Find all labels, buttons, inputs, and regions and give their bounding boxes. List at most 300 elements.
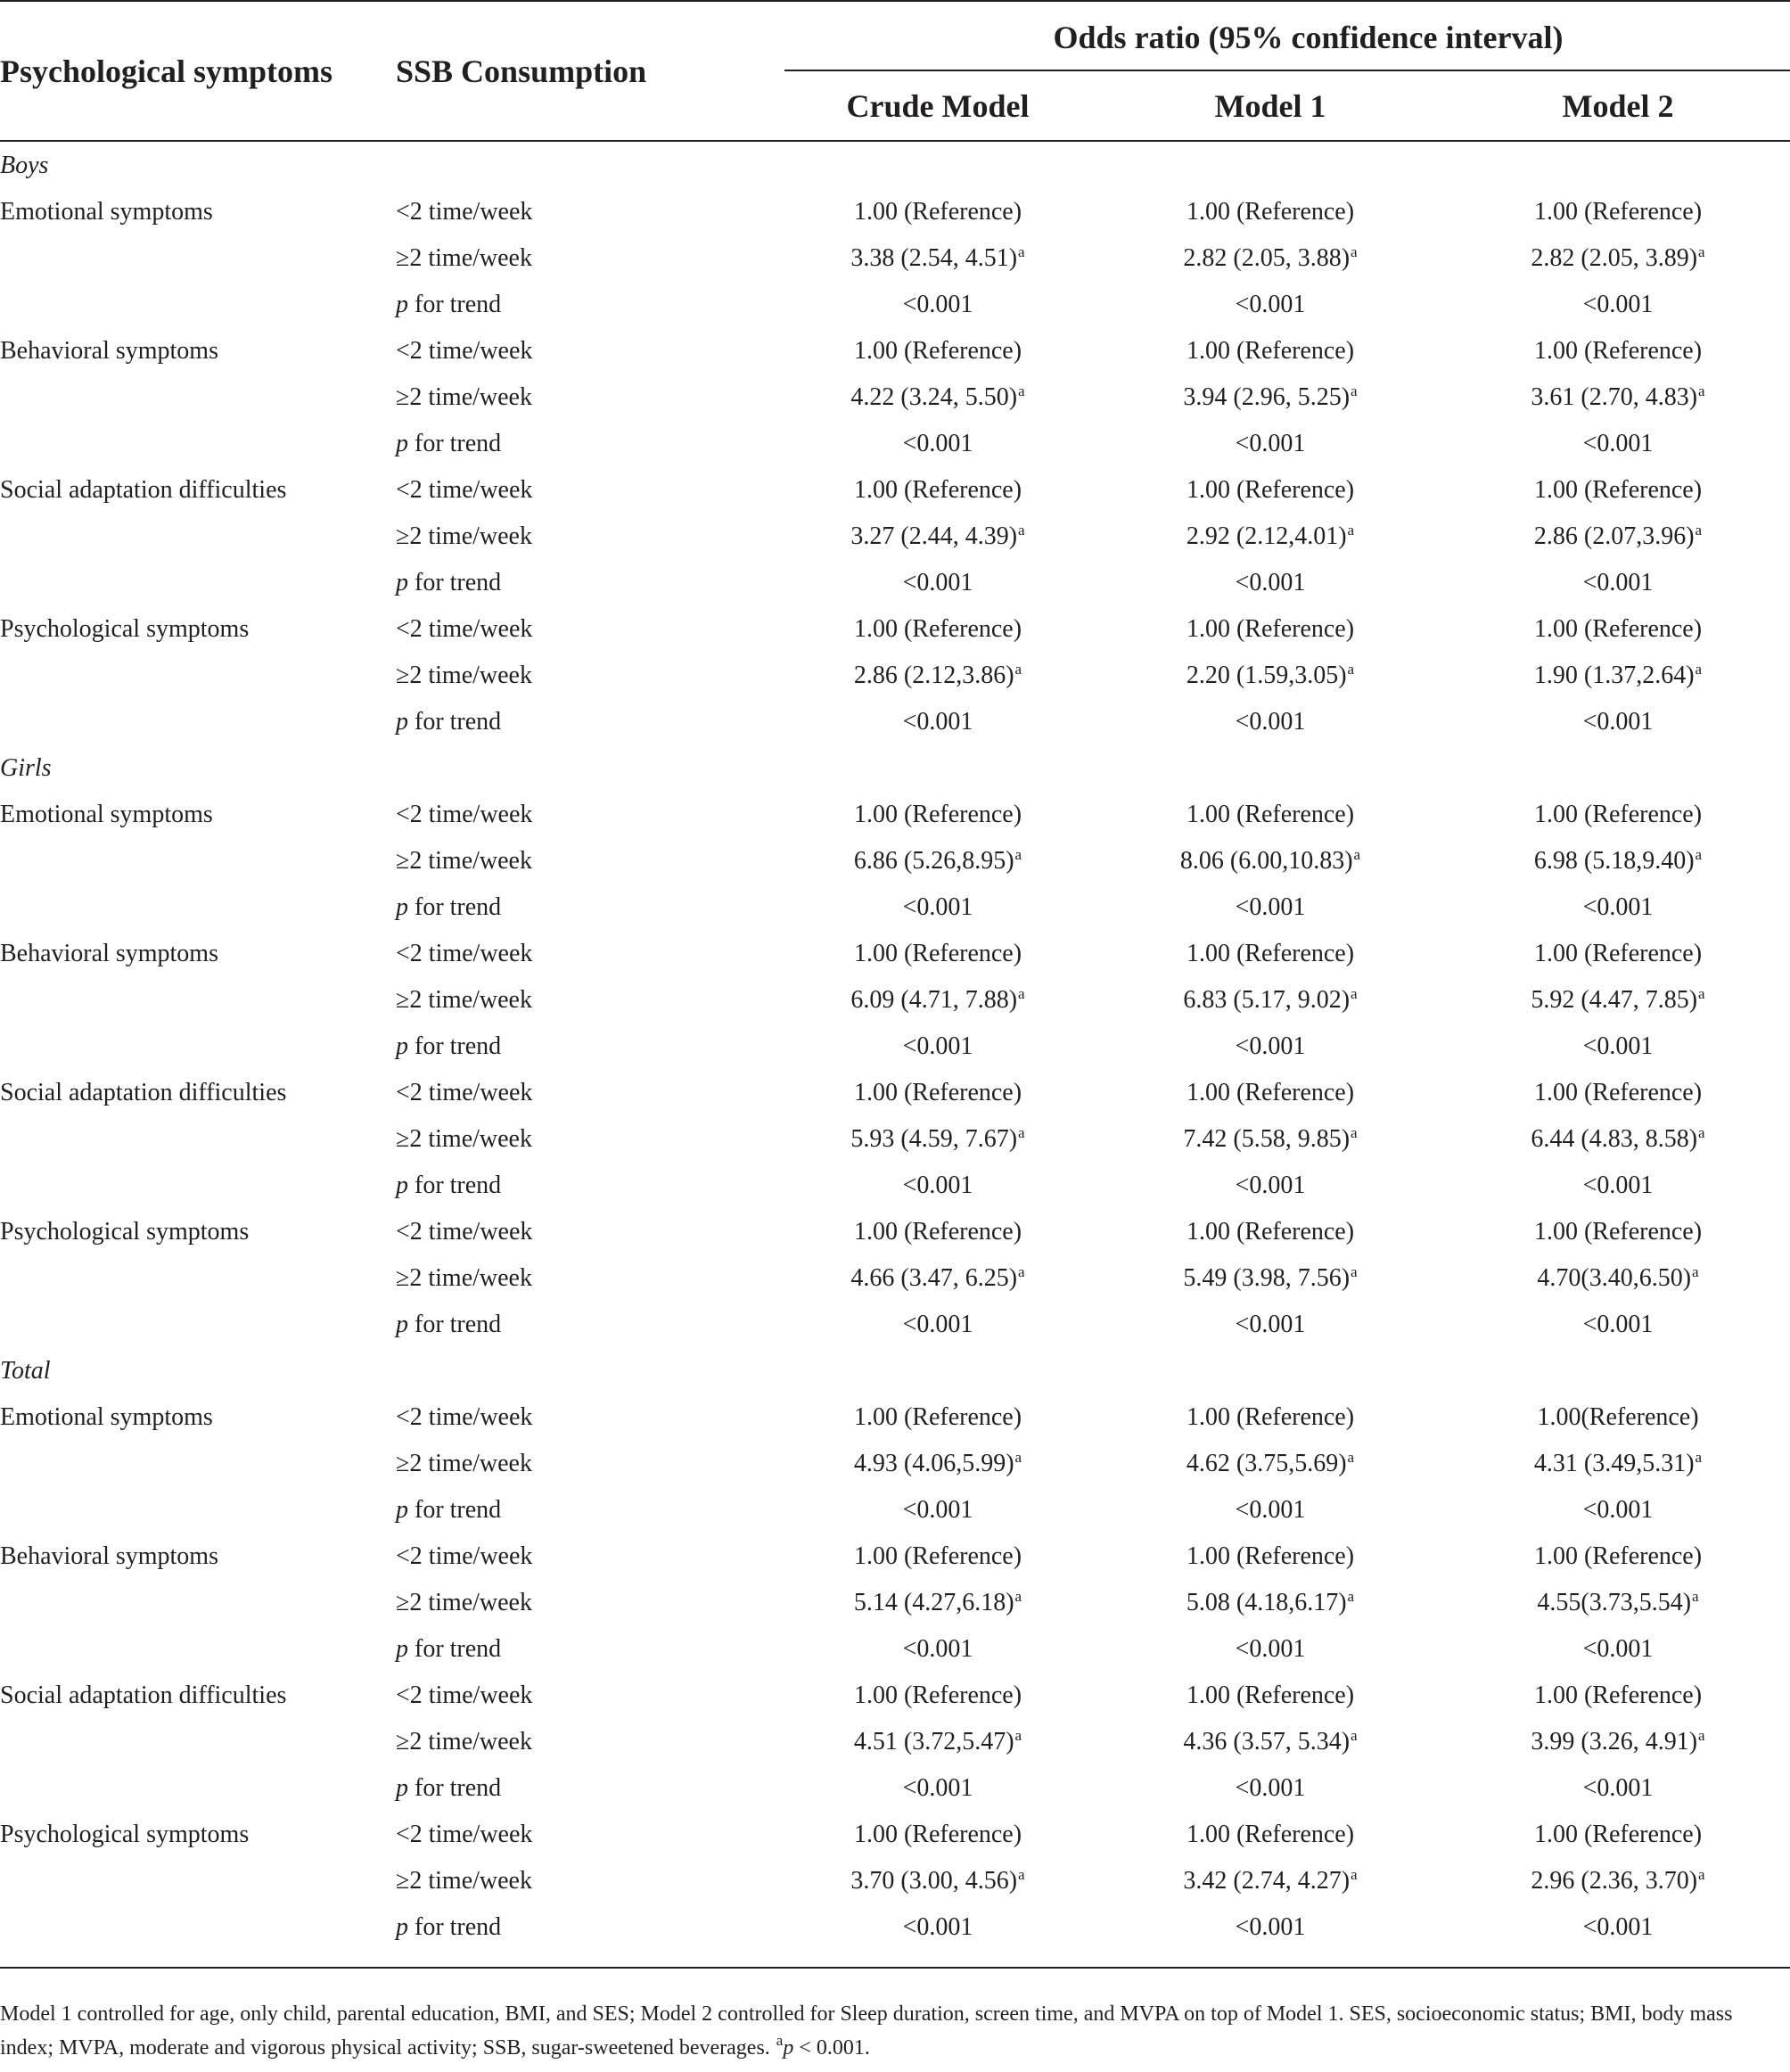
table-row [0,1765,1790,1812]
table-row [0,1024,1790,1070]
p-italic: p [396,708,408,736]
crude-reference-cell: 1.00 (Reference) [853,1681,1022,1709]
significance-superscript: a [1347,661,1355,678]
p-for-trend-label [396,895,501,920]
ssb-level-label: ≥2 time/week [396,1728,532,1755]
symptom-label: Psychological symptoms [0,1821,250,1848]
table-row [0,1812,1790,1858]
header-bottom-rule [0,140,1790,142]
crude-p-value-cell: <0.001 [902,1496,973,1524]
table-row [0,1116,1790,1163]
crude-p-value-cell: <0.001 [902,1172,973,1199]
model-1-odds-ratio-cell [1114,1588,1426,1616]
model-2-reference-cell: 1.00 (Reference) [1533,198,1703,226]
significance-superscript: a [1695,846,1703,863]
model-1-p-value-cell: <0.001 [1235,1913,1306,1941]
odds-ratio-value: 4.55(3.73,5.54) [1537,1589,1692,1616]
crude-p-value-cell: <0.001 [902,708,973,736]
crude-odds-ratio-cell [784,1727,1091,1755]
odds-ratio-value: 5.93 (4.59, 7.67) [850,1125,1018,1153]
crude-p-value-cell: <0.001 [902,430,973,457]
significance-superscript: a [1692,1263,1699,1280]
significance-superscript: a [1698,382,1705,399]
model-2-odds-ratio-cell [1462,524,1774,549]
significance-superscript: a [1353,846,1361,863]
symptom-label: Psychological symptoms [0,615,250,643]
model-1-p-value-cell: <0.001 [1235,430,1306,457]
model-1-odds-ratio-cell [1114,382,1426,411]
p-rest: for trend [408,1635,502,1663]
symptom-label: Social adaptation difficulties [0,1681,287,1709]
table-row [0,1209,1790,1255]
model-2-reference-cell: 1.00 (Reference) [1533,476,1703,504]
table-row [0,1533,1790,1580]
model-1-p-value-cell: <0.001 [1235,1172,1306,1199]
odds-ratio-value: 3.61 (2.70, 4.83) [1531,383,1698,411]
model-1-odds-ratio-cell [1114,985,1426,1014]
p-rest: for trend [408,291,502,318]
model-1-odds-ratio-cell [1114,663,1426,688]
table-row [0,884,1790,931]
header-ssb-consumption: SSB Consumption [396,53,647,89]
table-row [0,282,1790,328]
model-2-reference-cell: 1.00 (Reference) [1533,801,1703,828]
model-1-p-value-cell: <0.001 [1235,1032,1306,1060]
model-2-reference-cell: 1.00 (Reference) [1533,615,1703,643]
table-row [0,792,1790,838]
significance-superscript: a [1018,1124,1025,1141]
symptom-label: Behavioral symptoms [0,337,218,365]
odds-ratio-value: 7.42 (5.58, 9.85) [1183,1125,1351,1153]
odds-ratio-value: 5.92 (4.47, 7.85) [1531,986,1698,1014]
odds-ratio-value: 2.82 (2.05, 3.88) [1183,244,1351,272]
ssb-level-label: ≥2 time/week [396,662,532,689]
table-row [0,1858,1790,1904]
significance-superscript: a [1351,243,1358,260]
odds-ratio-value: 1.90 (1.37,2.64) [1533,662,1695,689]
model-1-odds-ratio-cell [1114,1727,1426,1755]
ssb-level-label: <2 time/week [396,1403,533,1431]
table-row [0,1441,1790,1487]
p-for-trend-label [396,571,501,596]
p-for-trend-label [396,1312,501,1337]
odds-ratio-value: 5.49 (3.98, 7.56) [1183,1264,1351,1292]
model-2-reference-cell: 1.00 (Reference) [1533,940,1703,967]
group-row [0,745,1790,792]
odds-ratio-value: 4.62 (3.75,5.69) [1186,1450,1347,1477]
p-rest: for trend [408,1774,502,1802]
odds-ratio-value: 5.08 (4.18,6.17) [1186,1589,1347,1616]
ssb-level-label: ≥2 time/week [396,1264,532,1292]
model-1-odds-ratio-cell [1114,1866,1426,1895]
table-row [0,1626,1790,1673]
odds-ratio-value: 2.86 (2.07,3.96) [1533,522,1695,550]
p-rest: for trend [408,1172,502,1199]
model-2-p-value-cell: <0.001 [1582,1032,1654,1060]
group-label: Girls [0,754,52,782]
header-model-2: Model 2 [1562,88,1674,124]
odds-ratio-value: 4.31 (3.49,5.31) [1533,1450,1695,1477]
p-rest: for trend [408,1032,502,1060]
p-for-trend-label [396,1915,501,1940]
crude-odds-ratio-cell [784,846,1091,875]
ssb-level-label: <2 time/week [396,476,533,504]
ssb-level-label: ≥2 time/week [396,1589,532,1616]
symptom-label: Emotional symptoms [0,198,213,226]
odds-ratio-value: 4.70(3.40,6.50) [1537,1264,1692,1292]
p-italic: p [396,1172,408,1199]
model-1-p-value-cell: <0.001 [1235,1496,1306,1524]
p-rest: for trend [408,1496,502,1524]
model-2-p-value-cell: <0.001 [1582,1635,1654,1663]
model-2-p-value-cell: <0.001 [1582,1774,1654,1802]
odds-ratio-value: 6.09 (4.71, 7.88) [850,986,1018,1014]
crude-odds-ratio-cell [784,663,1091,688]
table-row [0,931,1790,977]
odds-ratio-value: 3.99 (3.26, 4.91) [1531,1728,1698,1755]
odds-ratio-value: 2.96 (2.36, 3.70) [1531,1867,1698,1895]
significance-superscript: a [1347,522,1355,539]
table-row [0,1487,1790,1533]
crude-p-value-cell: <0.001 [902,1913,973,1941]
significance-superscript: a [1014,846,1022,863]
model-2-reference-cell: 1.00 (Reference) [1533,337,1703,365]
model-2-odds-ratio-cell [1462,985,1774,1014]
ssb-level-label: ≥2 time/week [396,986,532,1014]
header-odds-ratio [0,21,1790,53]
significance-superscript: a [1698,1866,1705,1883]
crude-p-value-cell: <0.001 [902,569,973,596]
p-rest: for trend [408,430,502,457]
odds-ratio-value: 2.92 (2.12,4.01) [1186,522,1347,550]
odds-ratio-value: 3.42 (2.74, 4.27) [1183,1867,1351,1895]
model-2-odds-ratio-cell [1462,1727,1774,1755]
model-1-odds-ratio-cell [1114,243,1426,272]
model-2-odds-ratio-cell [1462,1866,1774,1895]
ssb-level-label: ≥2 time/week [396,522,532,550]
model-1-odds-ratio-cell [1114,1451,1426,1476]
model-1-p-value-cell: <0.001 [1235,569,1306,596]
model-1-p-value-cell: <0.001 [1235,1774,1306,1802]
p-italic: p [396,1913,408,1941]
significance-superscript: a [1351,985,1358,1002]
p-for-trend-label [396,710,501,735]
significance-superscript: a [1695,522,1703,539]
table-row [0,189,1790,235]
ssb-level-label: ≥2 time/week [396,847,532,875]
significance-superscript: a [1014,1449,1022,1466]
ssb-level-label: ≥2 time/week [396,1867,532,1895]
ssb-level-label: <2 time/week [396,1681,533,1709]
odds-ratio-underline [784,70,1790,71]
footnote-p: p [783,2036,794,2060]
table-row [0,977,1790,1024]
model-2-odds-ratio-cell [1462,382,1774,411]
model-1-reference-cell: 1.00 (Reference) [1186,476,1355,504]
model-1-reference-cell: 1.00 (Reference) [1186,1218,1355,1246]
table-row [0,421,1790,467]
model-1-reference-cell: 1.00 (Reference) [1186,940,1355,967]
significance-superscript: a [1014,1588,1022,1605]
symptom-label: Behavioral symptoms [0,1542,218,1570]
significance-superscript: a [1698,243,1705,260]
header-crude-model: Crude Model [846,88,1030,124]
significance-superscript: a [1698,1727,1705,1744]
p-italic: p [396,1032,408,1060]
model-2-p-value-cell: <0.001 [1582,569,1654,596]
crude-p-value-cell: <0.001 [902,291,973,318]
significance-superscript: a [1018,243,1025,260]
table-row [0,328,1790,374]
footnote-superscript: a [776,2032,784,2049]
crude-reference-cell: 1.00 (Reference) [853,1403,1022,1431]
p-rest: for trend [408,569,502,596]
model-2-reference-cell: 1.00 (Reference) [1533,1821,1703,1848]
table-row [0,606,1790,653]
header-psychological-symptoms: Psychological symptoms [0,53,333,89]
symptom-label: Emotional symptoms [0,1403,213,1431]
model-1-p-value-cell: <0.001 [1235,1311,1306,1338]
significance-superscript: a [1347,1588,1355,1605]
odds-ratio-value: 4.66 (3.47, 6.25) [850,1264,1018,1292]
significance-superscript: a [1351,1263,1358,1280]
p-for-trend-label [396,1034,501,1059]
significance-superscript: a [1695,1449,1703,1466]
group-label: Boys [0,152,49,179]
table-row [0,235,1790,282]
crude-odds-ratio-cell [784,1124,1091,1153]
significance-superscript: a [1351,382,1358,399]
table-row [0,1163,1790,1209]
ssb-level-label: ≥2 time/week [396,244,532,272]
crude-reference-cell: 1.00 (Reference) [853,1079,1022,1106]
odds-ratio-value: 6.44 (4.83, 8.58) [1531,1125,1698,1153]
significance-superscript: a [1018,1263,1025,1280]
model-1-odds-ratio-cell [1114,1263,1426,1292]
crude-odds-ratio-cell [784,524,1091,549]
crude-odds-ratio-cell [784,1263,1091,1292]
group-label: Total [0,1357,51,1385]
crude-odds-ratio-cell [784,382,1091,411]
ssb-level-label: <2 time/week [396,940,533,967]
model-2-p-value-cell: <0.001 [1582,708,1654,736]
symptom-label: Behavioral symptoms [0,940,218,967]
odds-ratio-value: 3.94 (2.96, 5.25) [1183,383,1351,411]
significance-superscript: a [1351,1124,1358,1141]
odds-ratio-value: 6.86 (5.26,8.95) [853,847,1014,875]
model-1-reference-cell: 1.00 (Reference) [1186,1821,1355,1848]
group-row [0,143,1790,189]
table-row [0,514,1790,560]
odds-ratio-value: 3.38 (2.54, 4.51) [850,244,1018,272]
odds-ratio-value: 3.70 (3.00, 4.56) [850,1867,1018,1895]
model-1-reference-cell: 1.00 (Reference) [1186,337,1355,365]
crude-reference-cell: 1.00 (Reference) [853,801,1022,828]
model-2-reference-cell: 1.00 (Reference) [1533,1218,1703,1246]
model-2-odds-ratio-cell [1462,1588,1774,1616]
crude-odds-ratio-cell [784,243,1091,272]
p-italic: p [396,1774,408,1802]
model-1-reference-cell: 1.00 (Reference) [1186,1403,1355,1431]
model-2-p-value-cell: <0.001 [1582,430,1654,457]
odds-ratio-value: 4.22 (3.24, 5.50) [850,383,1018,411]
ssb-level-label: <2 time/week [396,615,533,643]
p-italic: p [396,1496,408,1524]
odds-ratio-value: 2.20 (1.59,3.05) [1186,662,1347,689]
model-1-p-value-cell: <0.001 [1235,893,1306,921]
table-top-rule [0,0,1790,2]
model-1-p-value-cell: <0.001 [1235,1635,1306,1663]
model-2-p-value-cell: <0.001 [1582,1496,1654,1524]
significance-superscript: a [1347,1449,1355,1466]
model-1-reference-cell: 1.00 (Reference) [1186,1079,1355,1106]
model-1-reference-cell: 1.00 (Reference) [1186,615,1355,643]
ssb-level-label: ≥2 time/week [396,1450,532,1477]
symptom-label: Psychological symptoms [0,1218,250,1246]
odds-ratio-value: 4.51 (3.72,5.47) [853,1728,1014,1755]
model-2-reference-cell: 1.00 (Reference) [1533,1542,1703,1570]
header-odds-ratio-label: Odds ratio (95% confidence interval) [1053,20,1564,55]
significance-superscript: a [1351,1866,1358,1883]
model-1-reference-cell: 1.00 (Reference) [1186,801,1355,828]
ssb-level-label: ≥2 time/week [396,1125,532,1153]
significance-superscript: a [1018,522,1025,539]
crude-odds-ratio-cell [784,1866,1091,1895]
ssb-level-label: <2 time/week [396,1542,533,1570]
table-bottom-rule [0,1967,1790,1969]
header-model-1: Model 1 [1214,88,1326,124]
model-2-odds-ratio-cell [1462,243,1774,272]
model-2-reference-cell: 1.00 (Reference) [1533,1681,1703,1709]
symptom-label: Emotional symptoms [0,801,213,828]
p-rest: for trend [408,1913,502,1941]
ssb-level-label: <2 time/week [396,1218,533,1246]
model-2-odds-ratio-cell [1462,846,1774,875]
model-2-odds-ratio-cell [1462,663,1774,688]
crude-reference-cell: 1.00 (Reference) [853,615,1022,643]
significance-superscript: a [1018,1866,1025,1883]
crude-reference-cell: 1.00 (Reference) [853,940,1022,967]
p-italic: p [396,1635,408,1663]
significance-superscript: a [1698,1124,1705,1141]
p-rest: for trend [408,708,502,736]
crude-p-value-cell: <0.001 [902,1635,973,1663]
model-1-odds-ratio-cell [1114,524,1426,549]
model-1-odds-ratio-cell [1114,1124,1426,1153]
model-1-p-value-cell: <0.001 [1235,291,1306,318]
table-row [0,1673,1790,1719]
model-2-odds-ratio-cell [1462,1263,1774,1292]
table-row [0,467,1790,514]
model-1-reference-cell: 1.00 (Reference) [1186,198,1355,226]
model-2-reference-cell: 1.00(Reference) [1537,1403,1699,1431]
odds-ratio-value: 3.27 (2.44, 4.39) [850,522,1018,550]
table-row [0,560,1790,606]
crude-odds-ratio-cell [784,1451,1091,1476]
table-row [0,374,1790,421]
model-2-reference-cell: 1.00 (Reference) [1533,1079,1703,1106]
p-italic: p [396,1311,408,1338]
p-for-trend-label [396,1637,501,1662]
model-1-reference-cell: 1.00 (Reference) [1186,1681,1355,1709]
table-row [0,653,1790,699]
table-row [0,1580,1790,1626]
crude-reference-cell: 1.00 (Reference) [853,476,1022,504]
significance-superscript: a [1014,1727,1022,1744]
ssb-level-label: ≥2 time/week [396,383,532,411]
table-row [0,1719,1790,1765]
p-for-trend-label [396,292,501,317]
p-italic: p [396,893,408,921]
p-for-trend-label [396,432,501,456]
p-for-trend-label [396,1776,501,1801]
model-2-p-value-cell: <0.001 [1582,1172,1654,1199]
model-1-p-value-cell: <0.001 [1235,708,1306,736]
crude-p-value-cell: <0.001 [902,1032,973,1060]
model-2-odds-ratio-cell [1462,1451,1774,1476]
model-2-p-value-cell: <0.001 [1582,291,1654,318]
odds-ratio-value: 5.14 (4.27,6.18) [853,1589,1014,1616]
p-for-trend-label [396,1173,501,1198]
significance-superscript: a [1698,985,1705,1002]
ssb-level-label: <2 time/week [396,337,533,365]
footnote-text: Model 1 controlled for age, only child, parental education, BMI, and SES; Model 2 controlled for Sleep duration, screen time, and MVPA on top of Model 1. SES, socioeconomic status; BMI, body mass index; MVPA, moderate and vigorous physical activity; SSB, sugar-sweetened beverages. [0,2002,1733,2060]
footnote-tail: < 0.001. [793,2036,870,2060]
crude-reference-cell: 1.00 (Reference) [853,1542,1022,1570]
table-footnote [0,1997,1787,2067]
p-rest: for trend [408,1311,502,1338]
significance-superscript: a [1014,661,1022,678]
table-body [0,143,1790,1951]
p-italic: p [396,569,408,596]
crude-reference-cell: 1.00 (Reference) [853,198,1022,226]
ssb-level-label: <2 time/week [396,801,533,828]
model-2-odds-ratio-cell [1462,1124,1774,1153]
ssb-level-label: <2 time/week [396,1821,533,1848]
odds-ratio-value: 2.86 (2.12,3.86) [853,662,1014,689]
significance-superscript: a [1692,1588,1699,1605]
table-row [0,1070,1790,1116]
odds-ratio-value: 4.36 (3.57, 5.34) [1183,1728,1351,1755]
crude-p-value-cell: <0.001 [902,1774,973,1802]
crude-p-value-cell: <0.001 [902,1311,973,1338]
crude-p-value-cell: <0.001 [902,893,973,921]
model-2-p-value-cell: <0.001 [1582,893,1654,921]
crude-reference-cell: 1.00 (Reference) [853,1821,1022,1848]
crude-odds-ratio-cell [784,1588,1091,1616]
crude-reference-cell: 1.00 (Reference) [853,337,1022,365]
ssb-level-label: <2 time/week [396,198,533,226]
symptom-label: Social adaptation difficulties [0,1079,287,1106]
p-rest: for trend [408,893,502,921]
table-row [0,1904,1790,1951]
p-italic: p [396,430,408,457]
odds-ratio-value: 6.98 (5.18,9.40) [1533,847,1695,875]
table-row [0,1255,1790,1302]
model-1-odds-ratio-cell [1114,846,1426,875]
p-italic: p [396,291,408,318]
model-2-p-value-cell: <0.001 [1582,1913,1654,1941]
odds-ratio-value: 8.06 (6.00,10.83) [1179,847,1353,875]
p-for-trend-label [396,1498,501,1523]
odds-ratio-value: 4.93 (4.06,5.99) [853,1450,1014,1477]
ssb-level-label: <2 time/week [396,1079,533,1106]
group-row [0,1348,1790,1394]
significance-superscript: a [1018,382,1025,399]
symptom-label: Social adaptation difficulties [0,476,287,504]
odds-ratio-value: 6.83 (5.17, 9.02) [1183,986,1351,1014]
significance-superscript: a [1018,985,1025,1002]
